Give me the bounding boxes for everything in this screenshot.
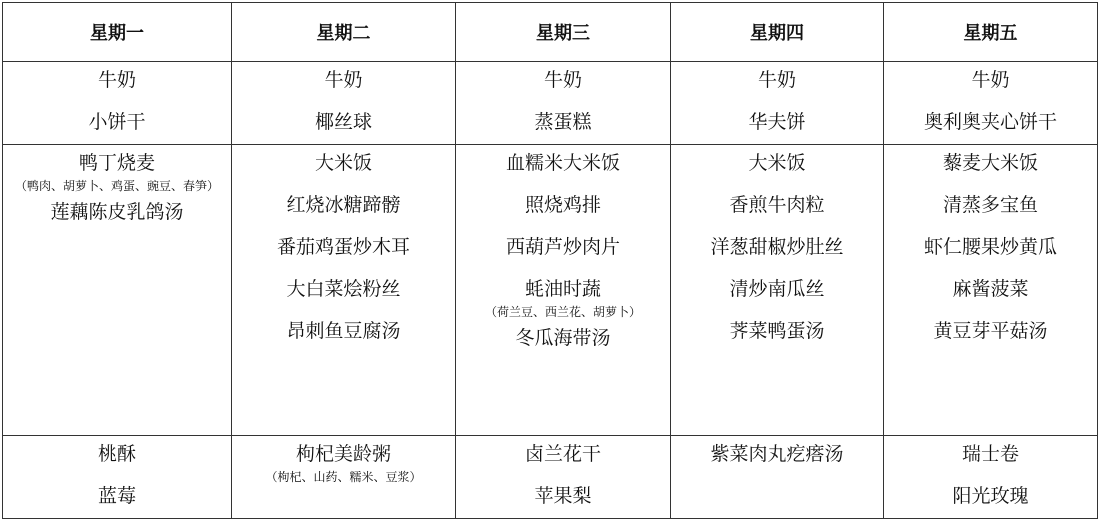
menu-item: 椰丝球 — [314, 111, 372, 133]
menu-item: 红烧冰糖蹄髈 — [286, 194, 401, 216]
breakfast-cell-wednesday — [456, 62, 671, 145]
menu-item: 牛奶 — [971, 69, 1010, 91]
snack-cell-thursday — [671, 436, 884, 519]
menu-item: 牛奶 — [543, 69, 582, 91]
snack-row — [3, 436, 1098, 519]
breakfast-cell-monday — [3, 62, 232, 145]
lunch-cell-friday — [884, 145, 1098, 436]
weekly-menu-table — [2, 2, 1098, 519]
menu-item: 西葫芦炒肉片 — [505, 236, 620, 258]
ingredient-note: （枸杞、山药、糯米、豆浆） — [265, 470, 422, 484]
menu-item: 大米饭 — [314, 152, 372, 174]
menu-item: 蓝莓 — [97, 485, 136, 507]
day-header-friday: 星期五 — [884, 3, 1098, 62]
day-header-monday: 星期一 — [3, 3, 232, 62]
menu-item: 麻酱菠菜 — [952, 278, 1029, 300]
menu-item: 桃酥 — [97, 443, 136, 465]
menu-item: 清炒南瓜丝 — [729, 278, 825, 300]
menu-item: 苹果梨 — [534, 485, 592, 507]
menu-item: 荠菜鸭蛋汤 — [729, 320, 825, 342]
day-header-tuesday: 星期二 — [232, 3, 456, 62]
menu-item: 冬瓜海带汤 — [515, 327, 611, 349]
menu-item: 大米饭 — [748, 152, 806, 174]
lunch-cell-thursday — [671, 145, 884, 436]
menu-item: 昂刺鱼豆腐汤 — [286, 320, 401, 342]
breakfast-row — [3, 62, 1098, 145]
menu-item: 清蒸多宝鱼 — [942, 194, 1038, 216]
ingredient-note: （荷兰豆、西兰花、胡萝卜） — [484, 305, 641, 319]
menu-item: 蚝油时蔬 — [524, 278, 601, 300]
menu-item: 大白菜烩粉丝 — [286, 278, 401, 300]
menu-item: 奥利奥夹心饼干 — [923, 111, 1057, 133]
menu-item: 阳光玫瑰 — [952, 485, 1029, 507]
menu-item: 藜麦大米饭 — [942, 152, 1038, 174]
menu-item: 牛奶 — [757, 69, 796, 91]
snack-cell-friday — [884, 436, 1098, 519]
menu-item: 香煎牛肉粒 — [729, 194, 825, 216]
menu-item: 小饼干 — [88, 111, 146, 133]
menu-item: 黄豆芽平菇汤 — [933, 320, 1048, 342]
menu-item: 虾仁腰果炒黄瓜 — [923, 236, 1057, 258]
menu-item: 牛奶 — [97, 69, 136, 91]
menu-item: 洋葱甜椒炒肚丝 — [710, 236, 844, 258]
menu-item: 华夫饼 — [748, 111, 806, 133]
ingredient-note: （鸭肉、胡萝卜、鸡蛋、豌豆、春笋） — [14, 179, 219, 193]
breakfast-cell-friday — [884, 62, 1098, 145]
lunch-cell-monday — [3, 145, 232, 436]
lunch-cell-wednesday — [456, 145, 671, 436]
day-header-thursday: 星期四 — [671, 3, 884, 62]
menu-item: 蒸蛋糕 — [534, 111, 592, 133]
menu-item: 紫菜肉丸疙瘩汤 — [710, 443, 844, 465]
menu-item: 番茄鸡蛋炒木耳 — [276, 236, 410, 258]
menu-item: 卤兰花干 — [524, 443, 601, 465]
lunch-cell-tuesday — [232, 145, 456, 436]
menu-item: 枸杞美龄粥 — [295, 443, 391, 465]
menu-item: 莲藕陈皮乳鸽汤 — [50, 201, 184, 223]
snack-cell-tuesday — [232, 436, 456, 519]
snack-cell-wednesday — [456, 436, 671, 519]
menu-item: 血糯米大米饭 — [505, 152, 620, 174]
breakfast-cell-thursday — [671, 62, 884, 145]
day-header-wednesday: 星期三 — [456, 3, 671, 62]
menu-item: 照烧鸡排 — [524, 194, 601, 216]
menu-item: 瑞士卷 — [961, 443, 1019, 465]
breakfast-cell-tuesday — [232, 62, 456, 145]
lunch-row — [3, 145, 1098, 436]
menu-item: 鸭丁烧麦 — [78, 152, 155, 174]
snack-cell-monday — [3, 436, 232, 519]
header-row — [3, 3, 1098, 62]
menu-item: 牛奶 — [324, 69, 363, 91]
